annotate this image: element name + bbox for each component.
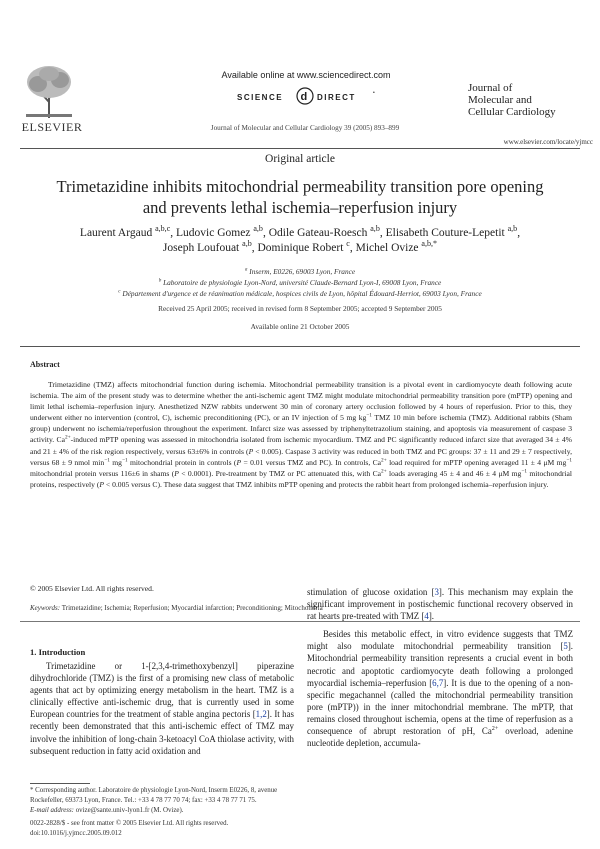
affiliation-text: Département d'urgence et de réanimation médicale, hospices civils de Lyon, hôpital Édouard-Herriot, 69003 Lyon, France: [122, 289, 482, 298]
affiliation: [20, 277, 580, 288]
elsevier-tree-logo: [22, 62, 76, 120]
article-title: [20, 176, 580, 218]
header-divider: [20, 148, 580, 149]
author-name: Elisabeth Couture-Lepetit: [385, 227, 505, 239]
abstract-divider-top: [20, 346, 580, 347]
affiliation-list: [20, 266, 580, 299]
author-affil-sup: a,b: [253, 224, 263, 234]
journal-name: [468, 82, 588, 118]
keywords-list: Trimetazidine; Ischemia; Reperfusion; Myocardial infarction; Preconditioning; Mitochondria: [61, 604, 323, 612]
available-online-banner: Available online at www.sciencedirect.com: [221, 70, 391, 80]
sciencedirect-logo: [233, 86, 383, 106]
author-name: Laurent Argaud: [79, 227, 153, 239]
author-affil-sup: a,b,c: [155, 224, 171, 234]
affiliation-sup: c: [118, 288, 121, 295]
journal-reference: Journal of Molecular and Cellular Cardiology 39 (2005) 893–899: [210, 124, 400, 132]
abstract-text: Trimetazidine (TMZ) affects mitochondrial function during ischemia. Mitochondrial permeability transition is a pivotal event in cardiomyocyte death following acute ischemia. The aim of the present study was to determine whether the anti-ischemic agent TMZ might modulate mitochondrial permeability transition pore (mPTP) opening and limit lethal ischemia–reperfusion injury. Anesthetized NZW rabbits underwent 30 min of coronary artery occlusion followed by 4 hours of reperfusion. Prior to this, they underwent either no intervention (control, C), ischemic preconditioning (PC), or an IV injection of 5 mg $kg^{-1}$ TMZ 10 min before ischemia (TMZ). Additional rabbits (Sham group) underwent no ischemia/reperfusion throughout the experiment. Infarct size was assessed by triphenyltetrazolium staining, and apoptosis via measurement of caspase 3 activity. $Ca^{2+}$-induced mPTP opening was assessed in mitochondria isolated from ischemic myocardium. TMZ and PC significantly reduced infarct size that averaged 34 ± 4% and 21 ± 4% of the risk region respectively, versus 63±6% in controls (P < 0.005). Caspase 3 activity was reduced in both TMZ and PC groups: 37 ± 11 and 29 ± 7 respectively, versus 68 ± 9 nmol $\min^{-1} mg^{-1}$ mitochondrial protein in controls (P = 0.01 versus TMZ and PC). In controls, $Ca^{2+}$ load required for mPTP opening averaged 11 ± 4 μM $mg^{-1}$ mitochondrial protein versus 116±6 in shams (P < 0.0001). Pre-treatment by TMZ or PC attenuated this, with $Ca^{2+}$ loads averaging 45 ± 4 and 46 ± 4 μM $mg^{-1}$ mitochondrial proteins, respectively (P < 0.005 versus C). These data suggest that TMZ inhibits mPTP opening and protects the rabbit heart from prolonged ischemia–reperfusion injury.: [30, 380, 572, 489]
author-affil-sup: a,b,*: [421, 239, 438, 249]
author-list: Laurent Argaud $^{a,b,c}$, Ludovic Gomez $^{a,b}$, Odile Gateau-Roesch $^{a,b}$, Elisabeth Couture-Lepetit $^{a,b}$, Joseph Loufouat $^{a,b}$, Dominique Robert $^c$, Michel Ovize $^{a,b,*}$: [79, 224, 521, 254]
intro-paragraph-1: Trimetazidine or 1-[2,3,4-trimethoxybenzyl] piperazine dihydrochloride (TMZ) is the first of a promising new class of metabolic agents that act by optimizing energy metabolism in the heart. TMZ is a clinically effective anti-ischemic drug, that is currently used in some European countries for the treatment of stable angina pectoris [1,2]. It has recently been demonstrated that this anti-ischemic effect of TMZ may involve the inhibition of long-chain 3-ketoacyl CoA thiolase activity, with subsequent reduction in fatty acid oxidation and: [30, 661, 294, 756]
author-name: Odile Gateau-Roesch: [268, 227, 368, 239]
svg-text:SCIENCE: SCIENCE: [237, 93, 284, 102]
affiliation-sup: a: [244, 266, 248, 273]
journal-url[interactable]: www.elsevier.com/locate/yjmcc: [503, 138, 593, 146]
citation-link[interactable]: 3: [434, 587, 439, 597]
email-label: E-mail address:: [30, 807, 74, 814]
intro-right-column: [307, 586, 573, 749]
front-matter-line: 0022-2828/$ - see front matter © 2005 Elsevier Ltd. All rights reserved.: [30, 820, 229, 827]
journal-name-line: Cellular Cardiology: [468, 106, 556, 118]
doi[interactable]: doi:10.1016/j.yjmcc.2005.09.012: [30, 830, 122, 837]
author-affil-sup: a,b: [242, 239, 252, 249]
email-address[interactable]: ovize@sante.univ-lyon1.fr (M. Ovize).: [75, 807, 184, 814]
affiliation: [20, 266, 580, 277]
author-affil-sup: a,b: [507, 224, 518, 234]
citation-link[interactable]: 1,2: [255, 709, 267, 720]
title-line: Trimetazidine inhibits mitochondrial permeability transition pore opening: [56, 177, 544, 196]
section-heading: 1. Introduction: [30, 647, 86, 657]
author-name: Ludovic Gomez: [176, 227, 251, 239]
abstract-heading: Abstract: [30, 360, 60, 369]
keywords-label: Keywords:: [30, 604, 61, 612]
author-name: Michel Ovize: [355, 242, 419, 254]
footnote-rule: [30, 783, 90, 784]
abstract-copyright: © 2005 Elsevier Ltd. All rights reserved.: [30, 584, 154, 593]
svg-text:d: d: [300, 91, 308, 103]
author-affil-sup: c: [346, 239, 350, 249]
author-name: Joseph Loufouat: [162, 242, 240, 254]
author-affil-sup: a,b: [370, 224, 380, 234]
publisher-name: ELSEVIER: [21, 120, 83, 134]
journal-name-line: Journal of: [468, 82, 513, 94]
affiliation-text: Inserm, E0226, 69003 Lyon, France: [249, 267, 356, 276]
affiliation-text: Laboratoire de physiologie Lyon-Nord, université Claude-Bernard Lyon-I, 69008 Lyon, France: [163, 278, 442, 287]
citation-link[interactable]: 4: [424, 611, 429, 622]
article-type: Original article: [265, 153, 335, 165]
svg-text:DIRECT: DIRECT: [317, 93, 356, 102]
affiliation-sup: b: [158, 277, 162, 284]
available-online-date: Available online 21 October 2005: [250, 322, 350, 331]
article-dates: Received 25 April 2005; received in revised form 8 September 2005; accepted 9 September 2005: [158, 304, 442, 313]
intro-paragraph-2: Besides this metabolic effect, in vitro evidence suggests that TMZ might also modulate mitochondrial permeability transition [5]. Mitochondrial permeability transition represents a crucial event in both necrotic and apoptotic cardiomyocyte death following a prolonged myocardial ischemia–reperfusion [6,7]. It is due to the opening of a non-specific megachannel (called the mitochondrial permeability transition pore (mPTP)) in the inner mitochondrial membrane. The mPTP, that remains closed throughout ischemia, opens at the time of reperfusion as a consequence of abrupt restoration of pH, $Ca^{2+}$ overload, adenine nucleotide depletion, accumula-: [307, 629, 573, 749]
intro-paragraph-continued: stimulation of glucose oxidation [3]. This mechanism may explain the significant improvement in postischemic functional recovery observed in rat hearts pre-treated with TMZ [4].: [307, 587, 573, 622]
affiliation: [20, 288, 580, 299]
title-line: and prevents lethal ischemia–reperfusion injury: [142, 198, 458, 217]
front-matter: [30, 819, 292, 839]
email-footnote: [30, 806, 292, 816]
corresponding-author-footnote: * Corresponding author. Laboratoire de physiologie Lyon-Nord, Inserm E0226, 8, avenue Rockefeller, 69373 Lyon, France. Tel.: +33 4 78 77 70 74; fax: +33 4 78 77 71 75.: [30, 787, 278, 804]
citation-link[interactable]: 5: [563, 641, 568, 652]
journal-name-line: Molecular and: [468, 94, 532, 106]
citation-link[interactable]: 6,7: [432, 677, 444, 688]
svg-text:•: •: [373, 90, 375, 96]
author-name: Dominique Robert: [257, 242, 344, 254]
